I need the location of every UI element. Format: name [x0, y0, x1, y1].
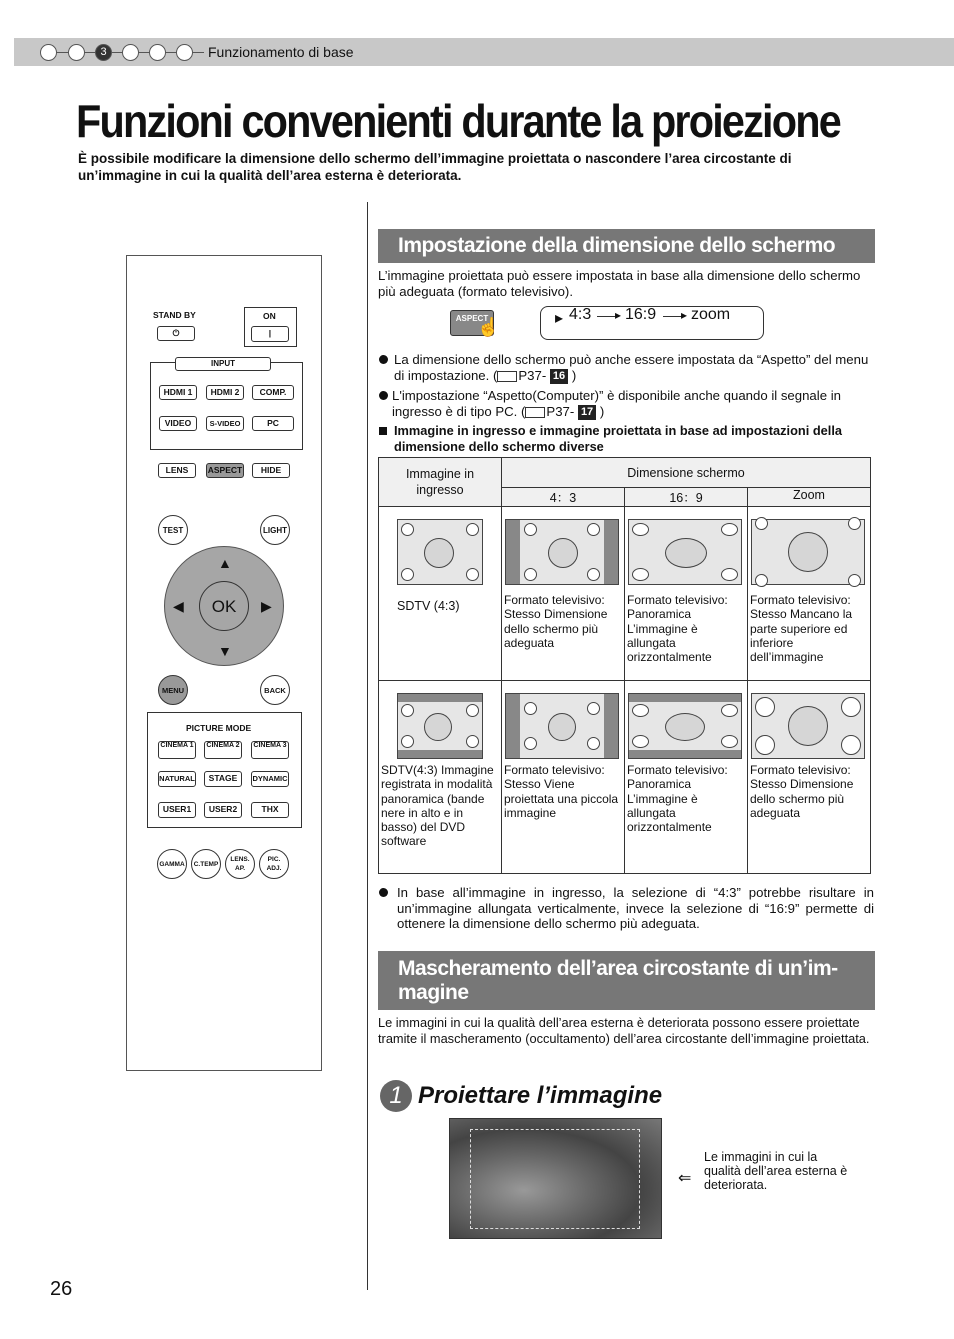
hdmi2-button: HDMI 2 — [206, 385, 244, 400]
svideo-button: S-VIDEO — [206, 416, 244, 431]
chapter-bar — [14, 38, 954, 66]
table-header-screen: Dimensione schermo — [502, 458, 871, 488]
bullet1-end: ) — [571, 367, 577, 383]
user2-button: USER2 — [204, 802, 242, 818]
aspect-button: ASPECT — [206, 463, 244, 478]
section1-body: L’immagine proiettata può essere impostata in base alla dimensione dello schermo più adeguata (formato televisivo). — [378, 268, 861, 299]
table-cell-input — [379, 507, 502, 681]
on-button: | — [251, 326, 289, 342]
chapter-dot — [122, 44, 139, 61]
lens-button: LENS — [158, 463, 196, 478]
cinema2-button: CINEMA 2 — [204, 741, 242, 759]
aspect-table — [378, 457, 871, 874]
page-title: Funzioni convenienti durante la proiezione — [76, 95, 840, 147]
pic-adj-button: PIC. ADJ. — [259, 849, 289, 879]
sdtv-4-3-picture — [397, 519, 483, 585]
bullet2 — [392, 388, 872, 420]
remote-control-illustration — [126, 255, 322, 1071]
gamma-button: GAMMA — [157, 849, 187, 879]
table-cell-text: Formato televisivo: Stesso Dimensione dello schermo più adeguata — [504, 593, 608, 650]
bullet-dot — [379, 888, 388, 897]
comp-button: COMP. — [252, 385, 294, 400]
table-subheader-zoom: Zoom — [748, 488, 871, 507]
on-group — [244, 307, 297, 347]
standby-label: STAND BY — [153, 310, 196, 320]
cinema3-button: CINEMA 3 — [251, 741, 289, 759]
chapter-dot — [68, 44, 85, 61]
aspect-cycle-diagram — [540, 306, 764, 340]
natural-button: NATURAL — [158, 771, 196, 787]
aspect-key-label: ASPECT — [455, 314, 489, 323]
test-button: TEST — [158, 515, 188, 545]
cycle-arrow-icon: ▸ — [681, 308, 688, 322]
table-cell — [625, 507, 748, 681]
cycle-16-9: 16:9 — [625, 306, 657, 323]
hdmi1-button: HDMI 1 — [159, 385, 197, 400]
chapter-dot — [40, 44, 57, 61]
book-ref-icon — [497, 371, 517, 382]
right-arrow-icon: ▶ — [261, 598, 272, 614]
bullet1-ref: P37- — [518, 367, 547, 383]
section1-heading: Impostazione della dimensione dello schermo — [378, 229, 875, 263]
table-cell — [625, 681, 748, 874]
chapter-dot-active: 3 — [95, 44, 112, 61]
aspect-key-illustration — [450, 310, 500, 337]
chapter-dot — [149, 44, 166, 61]
projected-16-9-picture — [628, 519, 742, 585]
input-label: INPUT — [175, 357, 271, 371]
power-icon: ⏻ — [172, 328, 180, 338]
menu-button: MENU — [158, 675, 188, 705]
column-divider — [367, 202, 368, 1290]
cycle-arrow-icon: ▸ — [615, 308, 622, 322]
ref-badge: 17 — [578, 405, 596, 420]
ctemp-button: C.TEMP — [191, 849, 221, 879]
intro-text: È possibile modificare la dimensione dello schermo dell’immagine proiettata o nascondere l’area circostante di un’immagine in cui la qualità dell’area esterna è deteriorata. — [78, 151, 792, 183]
table-cell — [748, 681, 871, 874]
bullet-dot — [379, 391, 388, 400]
chapter-dot — [176, 44, 193, 61]
sdtv-letterbox-picture — [397, 693, 483, 759]
photo-callout: Le immagini in cui la qualità dell’area esterna è deteriorata. — [704, 1150, 848, 1192]
table-cell — [502, 507, 625, 681]
up-arrow-icon: ▲ — [218, 555, 232, 571]
projected-4-3-picture — [505, 519, 619, 585]
bullet2-ref: P37- — [546, 403, 575, 419]
ok-button: OK — [199, 581, 249, 631]
section2-heading: Mascheramento dell’area circostante di un’immagine — [378, 951, 875, 1010]
arrow-left-icon: ⇐ — [678, 1170, 692, 1187]
step-title: Proiettare l’immagine — [418, 1082, 663, 1109]
section2-body: Le immagini in cui la qualità dell’area esterna è deteriorata possono essere proiettate tramite il mascheramento (occultamento) dell’area circostante dell’immagine proiettata. — [378, 1015, 870, 1046]
picture-mode-group — [147, 712, 302, 828]
bullet2-end: ) — [599, 403, 605, 419]
light-button: LIGHT — [260, 515, 290, 545]
projected-4-3-letterbox-picture — [505, 693, 619, 759]
table-cell-text: Formato televisivo: Stesso Viene proiettata una piccola immagine — [504, 763, 619, 820]
table-row-label: SDTV(4:3) Immagine registrata in modalità panoramica (bande nere in alto e in basso) del DVD software — [381, 763, 494, 849]
bullet1-text: La dimensione dello schermo può anche essere impostata da “Aspetto” del menu di impostazione. ( — [394, 352, 869, 383]
projected-zoom-letterbox-picture — [751, 693, 865, 759]
hide-button: HIDE — [252, 463, 290, 478]
on-label: ON — [263, 311, 276, 321]
table-cell-input — [379, 681, 502, 874]
bullet1 — [394, 352, 870, 384]
down-arrow-icon: ▼ — [218, 643, 232, 659]
table-caption: Immagine in ingresso e immagine proiettata in base ad impostazioni della dimensione dello schermo diverse — [394, 423, 842, 454]
thx-button: THX — [251, 802, 289, 818]
direction-pad — [164, 546, 284, 666]
step-number: 1 — [380, 1080, 412, 1112]
table-cell — [502, 681, 625, 874]
standby-button — [157, 326, 195, 341]
table-cell-text: Formato televisivo: Panoramica L’immagine è allungata orizzontalmente — [627, 763, 728, 835]
projected-16-9-letterbox-picture — [628, 693, 742, 759]
red-panda-photo — [449, 1118, 662, 1239]
table-cell-text: Formato televisivo: Stesso Mancano la parte superiore ed inferiore dell’immagine — [750, 593, 853, 665]
user1-button: USER1 — [158, 802, 196, 818]
ref-badge: 16 — [550, 369, 568, 384]
cycle-4-3: 4:3 — [569, 306, 592, 323]
lens-ap-button: LENS. AP. — [225, 849, 255, 879]
square-bullet — [379, 427, 387, 435]
bullet-dot — [379, 355, 388, 364]
photo-degraded-border — [470, 1129, 640, 1229]
dynamic-button: DYNAMIC — [251, 771, 289, 787]
table-cell-text: Formato televisivo: Panoramica L’immagine è allungata orizzontalmente — [627, 593, 728, 665]
table-subheader-16-9: 16：9 — [625, 488, 748, 507]
cinema1-button: CINEMA 1 — [158, 741, 196, 759]
cycle-zoom: zoom — [691, 306, 731, 323]
section-label: Funzionamento di base — [208, 44, 354, 60]
page-number: 26 — [50, 1278, 73, 1300]
finger-press-icon: ☝ — [477, 317, 500, 337]
projected-zoom-picture — [751, 519, 865, 585]
video-button: VIDEO — [159, 416, 197, 431]
table-row — [379, 507, 871, 681]
table-subheader-4-3: 4：3 — [502, 488, 625, 507]
left-arrow-icon: ◀ — [173, 598, 184, 614]
table-cell-text: Formato televisivo: Stesso Dimensione dello schermo più adeguata — [750, 763, 854, 820]
book-ref-icon — [525, 407, 545, 418]
table-cell — [748, 507, 871, 681]
input-group — [150, 359, 303, 450]
table-row — [379, 681, 871, 874]
picture-mode-label: PICTURE MODE — [186, 723, 252, 733]
back-button: BACK — [260, 675, 290, 705]
cycle-arrow-icon: ▸ — [555, 310, 564, 327]
table-row-label: SDTV (4:3) — [397, 599, 460, 613]
stage-button: STAGE — [204, 771, 242, 787]
bullet2-text: L'impostazione “Aspetto(Computer)” è disponibile anche quando il segnale in ingresso è di tipo PC. ( — [392, 388, 841, 419]
bullet3: In base all’immagine in ingresso, la selezione di “4:3” potrebbe risultare in un’immagine allungata verticalmente, invece la selezione di “16:9” permette di ottenere la dimensione dello schermo più adeguata. — [397, 885, 874, 931]
table-header-input: Immagine in ingresso — [379, 458, 502, 507]
pc-button: PC — [252, 416, 294, 431]
